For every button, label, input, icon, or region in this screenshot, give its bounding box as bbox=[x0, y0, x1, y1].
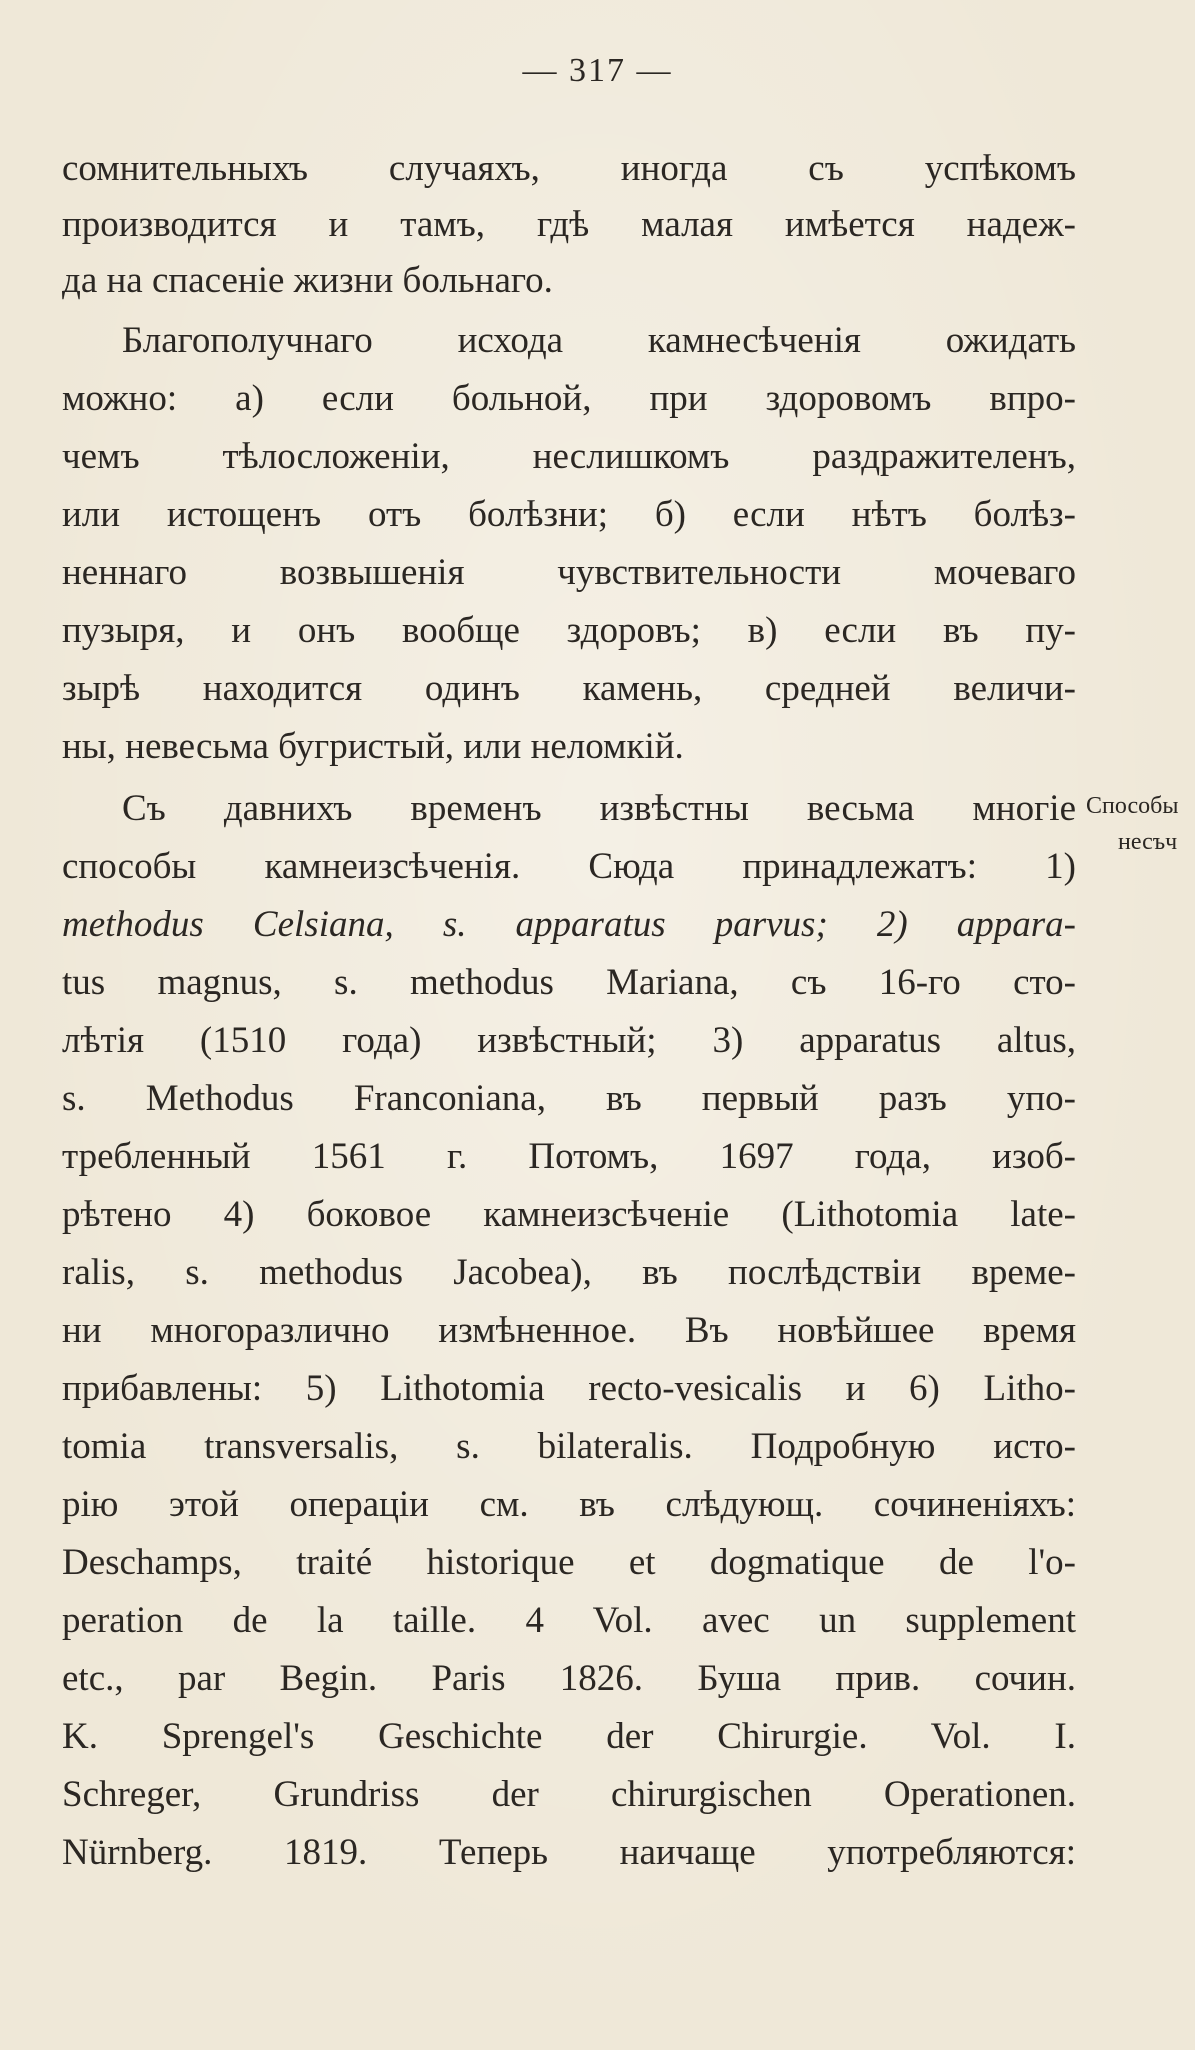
text-line: Nürnberg. 1819. Теперь наичаще употребляются: bbox=[62, 1832, 1076, 1873]
text-line: Благополучнаго исхода камнесѣченія ожидать bbox=[122, 320, 1076, 361]
text-line: ralis, s. methodus Jacobea), въ послѣдствіи време- bbox=[62, 1252, 1076, 1293]
text-line: неннаго возвышенія чувствительности мочеваго bbox=[62, 552, 1076, 593]
text-line: да на спасеніе жизни больнаго. bbox=[62, 260, 553, 301]
text-line: сомнительныхъ случаяхъ, иногда съ успѣкомъ bbox=[62, 148, 1076, 189]
text-line: ны, невесьма бугристый, или неломкій. bbox=[62, 726, 684, 767]
text-line: Schreger, Grundriss der chirurgischen Operationen. bbox=[62, 1774, 1076, 1815]
text-line: требленный 1561 г. Потомъ, 1697 года, изоб- bbox=[62, 1136, 1076, 1177]
text-line: methodus Celsiana, s. apparatus parvus; 2) appara- bbox=[62, 904, 1076, 945]
text-line: ни многоразлично измѣненное. Въ новѣйшее время bbox=[62, 1310, 1076, 1351]
text-line: способы камнеизсѣченія. Сюда принадлежатъ: 1) bbox=[62, 846, 1076, 887]
text-line: прибавлены: 5) Lithotomia recto-vesicalis и 6) Litho- bbox=[62, 1368, 1076, 1409]
margin-note-line-1: Способы bbox=[1086, 793, 1179, 819]
text-line: tus magnus, s. methodus Mariana, съ 16-го сто- bbox=[62, 962, 1076, 1003]
text-line: etc., par Begin. Paris 1826. Буша прив. сочин. bbox=[62, 1658, 1076, 1699]
page-number: — 317 — bbox=[522, 52, 673, 89]
text-line: рію этой операціи см. въ слѣдующ. сочиненіяхъ: bbox=[62, 1484, 1076, 1525]
text-line: peration de la taille. 4 Vol. avec un supplement bbox=[62, 1600, 1076, 1641]
margin-note-line-2: несъч bbox=[1118, 829, 1178, 855]
text-line: лѣтія (1510 года) извѣстный; 3) apparatus altus, bbox=[62, 1020, 1076, 1061]
text-line: пузыря, и онъ вообще здоровъ; в) если въ пу- bbox=[62, 610, 1076, 651]
text-line: рѣтено 4) боковое камнеизсѣченіе (Lithotomia late- bbox=[62, 1194, 1076, 1235]
text-line: можно: а) если больной, при здоровомъ впро- bbox=[62, 378, 1076, 419]
text-line: Съ давнихъ временъ извѣстны весьма многіе bbox=[122, 788, 1076, 829]
text-line: tomia transversalis, s. bilateralis. Подробную исто- bbox=[62, 1426, 1076, 1467]
text-line: или истощенъ отъ болѣзни; б) если нѣтъ болѣз- bbox=[62, 494, 1076, 535]
text-line: чемъ тѣлосложеніи, неслишкомъ раздражителенъ, bbox=[62, 436, 1076, 477]
text-line: s. Methodus Franconiana, въ первый разъ упо- bbox=[62, 1078, 1076, 1119]
text-line: Deschamps, traité historique et dogmatique de l'o- bbox=[62, 1542, 1076, 1583]
text-line: K. Sprengel's Geschichte der Chirurgie. Vol. I. bbox=[62, 1716, 1076, 1757]
text-line: производится и тамъ, гдѣ малая имѣется надеж- bbox=[62, 204, 1076, 245]
text-line: зырѣ находится одинъ камень, средней величи- bbox=[62, 668, 1076, 709]
